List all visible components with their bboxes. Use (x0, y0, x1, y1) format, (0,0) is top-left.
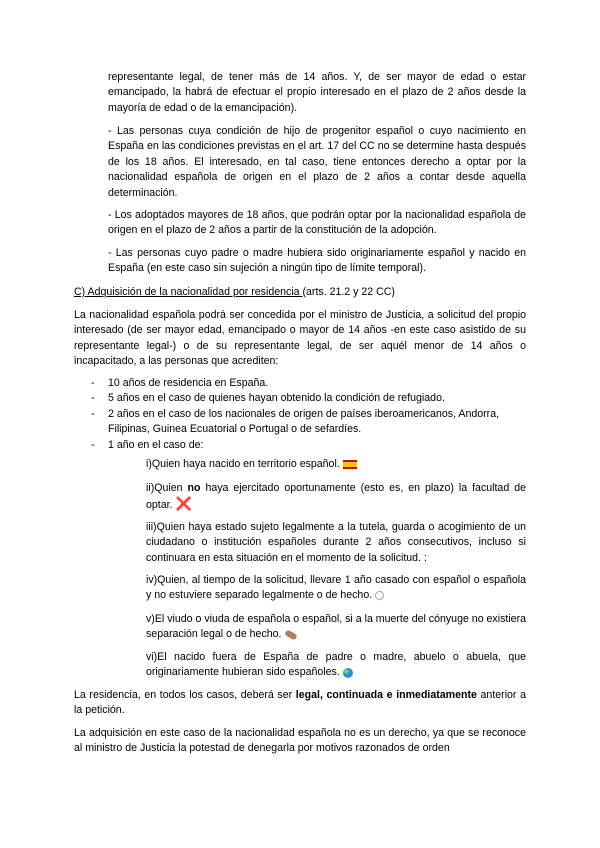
roman-item-iv: iv)Quien, al tiempo de la solicitud, llevare 1 año casado con español o española y no estuviere separado legalmente o de hecho. (146, 574, 526, 602)
bandage-icon (285, 629, 298, 640)
list-item: - 1 año en el caso de: (91, 438, 204, 451)
intro-paragraph: representante legal, de tener más de 14 años. Y, de ser mayor de edad o estar emancipado, la habrá de efectuar el propio interesado en el plazo de 2 años desde la mayoría de edad o de la emancipación). (108, 71, 526, 114)
globe-icon (343, 668, 353, 678)
list-item: - 2 años en el caso de los nacionales de origen de países iberoamericanos, Andorra, Filipinas, Guinea Ecuatorial o Portugal o de sefardíes. (91, 407, 500, 436)
list-item: - 10 años de residencia en España. (91, 377, 269, 389)
section-c-heading-underlined: C) Adquisición de la nacionalidad por residencia (74, 286, 303, 298)
section-c-heading-articles: (arts. 21.2 y 22 CC) (302, 286, 395, 298)
list-item: - 5 años en el caso de quienes hayan obtenido la condición de refugiado. (91, 392, 445, 405)
option-item-3: - Las personas cuyo padre o madre hubiera sido originariamente español y nacido en España (en este caso sin sujeción a ningún tipo de límite temporal). (108, 247, 526, 275)
option-item-1: - Las personas cuya condición de hijo de progenitor español o cuyo nacimiento en España en las condiciones previstas en el art. 17 del CC no se determine hasta después de los 18 años. El interesado, en tal caso, tiene entonces derecho a optar por la nacionalidad española de origen en el plazo de 2 años a contar desde aquella determinación. (108, 125, 526, 199)
roman-item-iii: iii)Quien haya estado sujeto legalmente a la tutela, guarda o acogimiento de un ciudadano o institución españoles durante 2 años consecutivos, incluso si continuara en esta situación en el momento de la solicitud. : (146, 521, 526, 564)
spain-flag-icon (343, 460, 357, 469)
section-c-heading (74, 285, 526, 300)
roman-item-v: v)El viudo o viuda de española o español, si a la muerte del cónyuge no existiera separación legal o de hecho. (146, 613, 526, 641)
cross-mark-icon: ❌ (175, 496, 192, 512)
ring-icon (375, 591, 384, 600)
roman-item-i: i)Quien haya nacido en territorio español. (146, 457, 526, 472)
roman-item-vi: vi)El nacido fuera de España de padre o madre, abuelo o abuela, que originariamente hubieran sido españoles. (146, 651, 526, 679)
final-paragraph: La adquisición en este caso de la nacionalidad española no es un derecho, ya que se reconoce al ministro de Justicia la potestad de denegarla por motivos razonados de orden (74, 727, 526, 755)
roman-item-ii: ii)Quien no haya ejercitado oportunamente (esto es, en plazo) la facultad de optar. ❌ (146, 482, 526, 512)
section-c-paragraph: La nacionalidad española podrá ser concedida por el ministro de Justicia, a solicitud del propio interesado (de ser mayor edad, emancipado o mayor de 14 años -en este caso asistido de su representante legal-) o de su representante legal, de ser aquél menor de 14 años o incapacitado, a las personas que acrediten: (74, 309, 526, 368)
option-item-2: - Los adoptados mayores de 18 años, que podrán optar por la nacionalidad española de origen en el plazo de 2 años a partir de la constitución de la adopción. (108, 209, 526, 237)
residence-paragraph: La residencia, en todos los casos, deberá ser legal, continuada e inmediatamente anterior a la petición. (74, 689, 527, 717)
requirements-list (74, 376, 526, 453)
